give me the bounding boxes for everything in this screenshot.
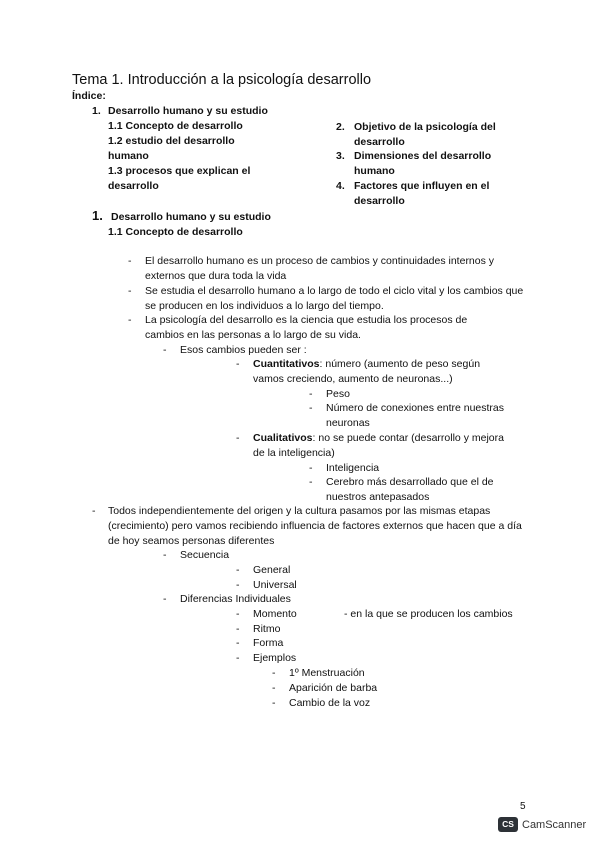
qualitative-item-brain: Cerebro más desarrollado que el de — [326, 476, 494, 488]
bullet-dash: - — [128, 255, 132, 267]
index-subitem-1-3: 1.3 procesos que explican el — [108, 165, 251, 177]
index-item-3: Dimensiones del desarrollo — [354, 150, 492, 162]
qualitative-line — [253, 431, 504, 446]
bullet-definition: El desarrollo humano es un proceso de cambios y continuidades internos y externos que dura toda la vida — [145, 255, 495, 282]
bullet-dash: - — [272, 682, 276, 694]
bullet-dash: - — [236, 652, 240, 664]
quantitative-line — [253, 357, 480, 372]
difference-item-examples: Ejemplos — [253, 652, 297, 664]
changes-intro: Esos cambios pueden ser : — [180, 344, 307, 356]
bullet-dash: - — [272, 697, 276, 709]
difference-item-moment: Momento — [253, 608, 297, 620]
quantitative-item-connections-cont: neuronas — [326, 417, 370, 429]
index-number-2: 2. — [336, 121, 345, 133]
bullet-dash: - — [163, 593, 167, 605]
camscanner-logo-icon: CS — [498, 817, 518, 832]
bullet-dash: - — [236, 608, 240, 620]
camscanner-watermark: CamScanner — [522, 819, 587, 831]
bullet-dash: - — [236, 432, 240, 444]
bullet-dash: - — [128, 285, 132, 297]
qualitative-item-intelligence: Inteligencia — [326, 462, 380, 474]
index-number-4: 4. — [336, 180, 345, 192]
example-menstruation: 1º Menstruación — [289, 667, 365, 679]
differences-label: Diferencias Individuales — [180, 593, 291, 605]
qualitative-desc: : no se puede contar (desarrollo y mejora — [312, 432, 504, 444]
stages-paragraph: Todos independientemente del origen y la cultura pasamos por las mismas etapas (crecimiento) pero vamos recibiendo influencia de factores externos que hacen que a día de hoy seamos personas diferentes — [108, 505, 522, 547]
index-item-4: Factores que influyen en el — [354, 180, 490, 192]
bullet-dash: - — [92, 505, 96, 517]
index-subitem-1-2-cont: humano — [108, 150, 149, 162]
qualitative-desc-cont: de la inteligencia) — [253, 447, 335, 459]
bullet-dash: - — [236, 637, 240, 649]
qualitative-item-brain-cont: nuestros antepasados — [326, 491, 430, 503]
sequence-label: Secuencia — [180, 549, 230, 561]
index-label: Índice: — [72, 90, 106, 102]
index-subitem-1-2: 1.2 estudio del desarrollo — [108, 135, 235, 147]
bullet-dash: - — [309, 476, 313, 488]
index-item-2-cont: desarrollo — [354, 136, 405, 148]
bullet-dash: - — [163, 549, 167, 561]
index-item-2: Objetivo de la psicología del — [354, 121, 496, 133]
difference-moment-note: - en la que se producen los cambios — [344, 608, 513, 620]
difference-item-rhythm: Ritmo — [253, 623, 281, 635]
quantitative-label: Cuantitativos — [253, 358, 320, 370]
bullet-science: La psicología del desarrollo es la ciencia que estudia los procesos de cambios en las personas a lo largo de su vida. — [145, 314, 468, 341]
bullet-dash: - — [236, 358, 240, 370]
index-item-4-cont: desarrollo — [354, 195, 405, 207]
bullet-dash: - — [236, 579, 240, 591]
bullet-dash: - — [236, 564, 240, 576]
bullet-dash: - — [128, 314, 132, 326]
section-heading: Desarrollo humano y su estudio — [111, 211, 271, 223]
difference-item-form: Forma — [253, 637, 284, 649]
quantitative-desc-cont: vamos creciendo, aumento de neuronas...) — [253, 373, 453, 385]
index-item-1: Desarrollo humano y su estudio — [108, 105, 268, 117]
section-subheading: 1.1 Concepto de desarrollo — [108, 226, 243, 238]
bullet-dash: - — [163, 344, 167, 356]
quantitative-desc: : número (aumento de peso según — [319, 358, 481, 370]
bullet-dash: - — [309, 402, 313, 414]
bullet-dash: - — [309, 462, 313, 474]
quantitative-item-connections: Número de conexiones entre nuestras — [326, 402, 505, 414]
index-number-3: 3. — [336, 150, 345, 162]
index-subitem-1-3-cont: desarrollo — [108, 180, 159, 192]
sequence-item-universal: Universal — [253, 579, 297, 591]
index-item-3-cont: humano — [354, 165, 395, 177]
bullet-study: Se estudia el desarrollo humano a lo largo de todo el ciclo vital y los cambios que se producen en los individuos a lo largo del tiempo. — [145, 285, 524, 312]
example-beard: Aparición de barba — [289, 682, 378, 694]
page-title: Tema 1. Introducción a la psicología desarrollo — [72, 72, 372, 88]
bullet-dash: - — [236, 623, 240, 635]
page-number: 5 — [520, 801, 526, 812]
index-number-1: 1. — [92, 105, 101, 117]
quantitative-item-weight: Peso — [326, 388, 350, 400]
qualitative-label: Cualitativos — [253, 432, 313, 444]
bullet-dash: - — [272, 667, 276, 679]
bullet-dash: - — [309, 388, 313, 400]
section-number: 1. — [92, 208, 103, 223]
sequence-item-general: General — [253, 564, 291, 576]
example-voice: Cambio de la voz — [289, 697, 371, 709]
index-subitem-1-1: 1.1 Concepto de desarrollo — [108, 120, 243, 132]
